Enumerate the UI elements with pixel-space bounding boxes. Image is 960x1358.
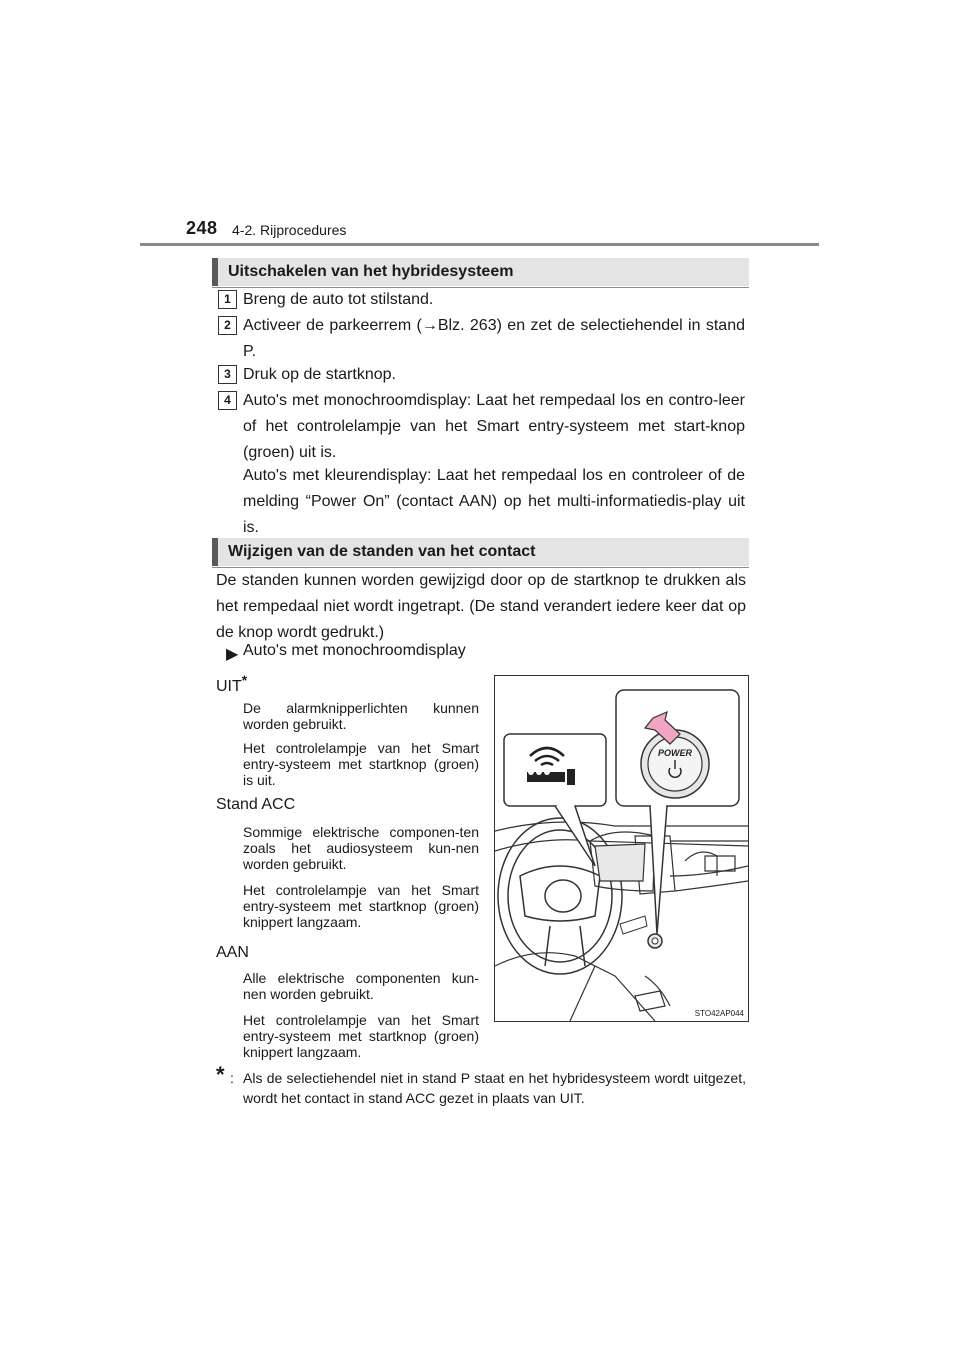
state-off-desc-2: Het controlelampje van het Smart entry-systeem met startknop (groen) is uit. <box>243 740 479 788</box>
step-text-3: Druk op de startknop. <box>243 366 396 383</box>
step-text-2: Activeer de parkeerrem (→Blz. 263) en zet de selectiehendel in stand P. <box>243 317 745 360</box>
step-number-3: 3 <box>218 365 237 384</box>
running-header: 4-2. Rijprocedures <box>232 222 347 238</box>
state-on-desc-2: Het controlelampje van het Smart entry-systeem met startknop (groen) knippert langzaam. <box>243 1012 479 1060</box>
state-on-desc-1: Alle elektrische componenten kun-nen worden gebruikt. <box>243 970 479 1002</box>
figure-code: STO42AP044 <box>694 1009 744 1018</box>
asterisk-marker: * <box>241 672 248 688</box>
footnote-asterisk: * <box>216 1062 225 1087</box>
step-number-4: 4 <box>218 391 237 410</box>
dashboard-drawing <box>495 676 748 1021</box>
step-text-1: Breng de auto tot stilstand. <box>243 291 434 308</box>
dashboard-illustration <box>494 675 749 1022</box>
bullet-triangle-icon: ▶ <box>226 646 239 663</box>
step-number-1: 1 <box>218 290 237 309</box>
page-number: 248 <box>186 218 218 238</box>
step-text-4: Auto's met monochroomdisplay: Laat het rempedaal los en contro-leer of het controlelampje van het Smart entry-systeem met start-knop (groen) uit is. <box>243 392 745 461</box>
footnote-text: Als de selectiehendel niet in stand P staat en het hybridesysteem wordt uitgezet, wordt het contact in stand ACC gezet in plaats van UIT. <box>243 1070 746 1106</box>
state-acc-desc-1: Sommige elektrische componen-ten zoals het audiosysteem kun-nen worden gebruikt. <box>243 824 479 872</box>
step-number-2: 2 <box>218 316 237 335</box>
step-text-4-color-display: Auto's met kleurendisplay: Laat het rempedaal los en controleer of de melding “Power On” (contact AAN) op het multi-informatiedis-play uit is. <box>243 467 745 536</box>
state-off-desc-1: De alarmknipperlichten kunnen worden gebruikt. <box>243 700 479 732</box>
ignition-intro-text: De standen kunnen worden gewijzigd door op de startknop te drukken als het rempedaal niet wordt ingetrapt. (De stand verandert iedere keer dat op de knop wordt gedrukt.) <box>216 572 746 641</box>
footnote-colon: : <box>230 1070 234 1086</box>
power-button-label: POWER <box>657 748 693 758</box>
section-title-ignition-modes: Wijzigen van de standen van het contact <box>212 538 749 566</box>
header-divider <box>140 243 819 246</box>
section-title-shutdown: Uitschakelen van het hybridesysteem <box>212 258 749 286</box>
state-title-off: UIT* <box>216 672 248 695</box>
bullet-label-monochrome: Auto's met monochroomdisplay <box>243 642 466 659</box>
state-title-on: AAN <box>216 944 249 961</box>
state-title-acc: Stand ACC <box>216 796 296 813</box>
state-acc-desc-2: Het controlelampje van het Smart entry-systeem met startknop (groen) knippert langzaam. <box>243 882 479 930</box>
